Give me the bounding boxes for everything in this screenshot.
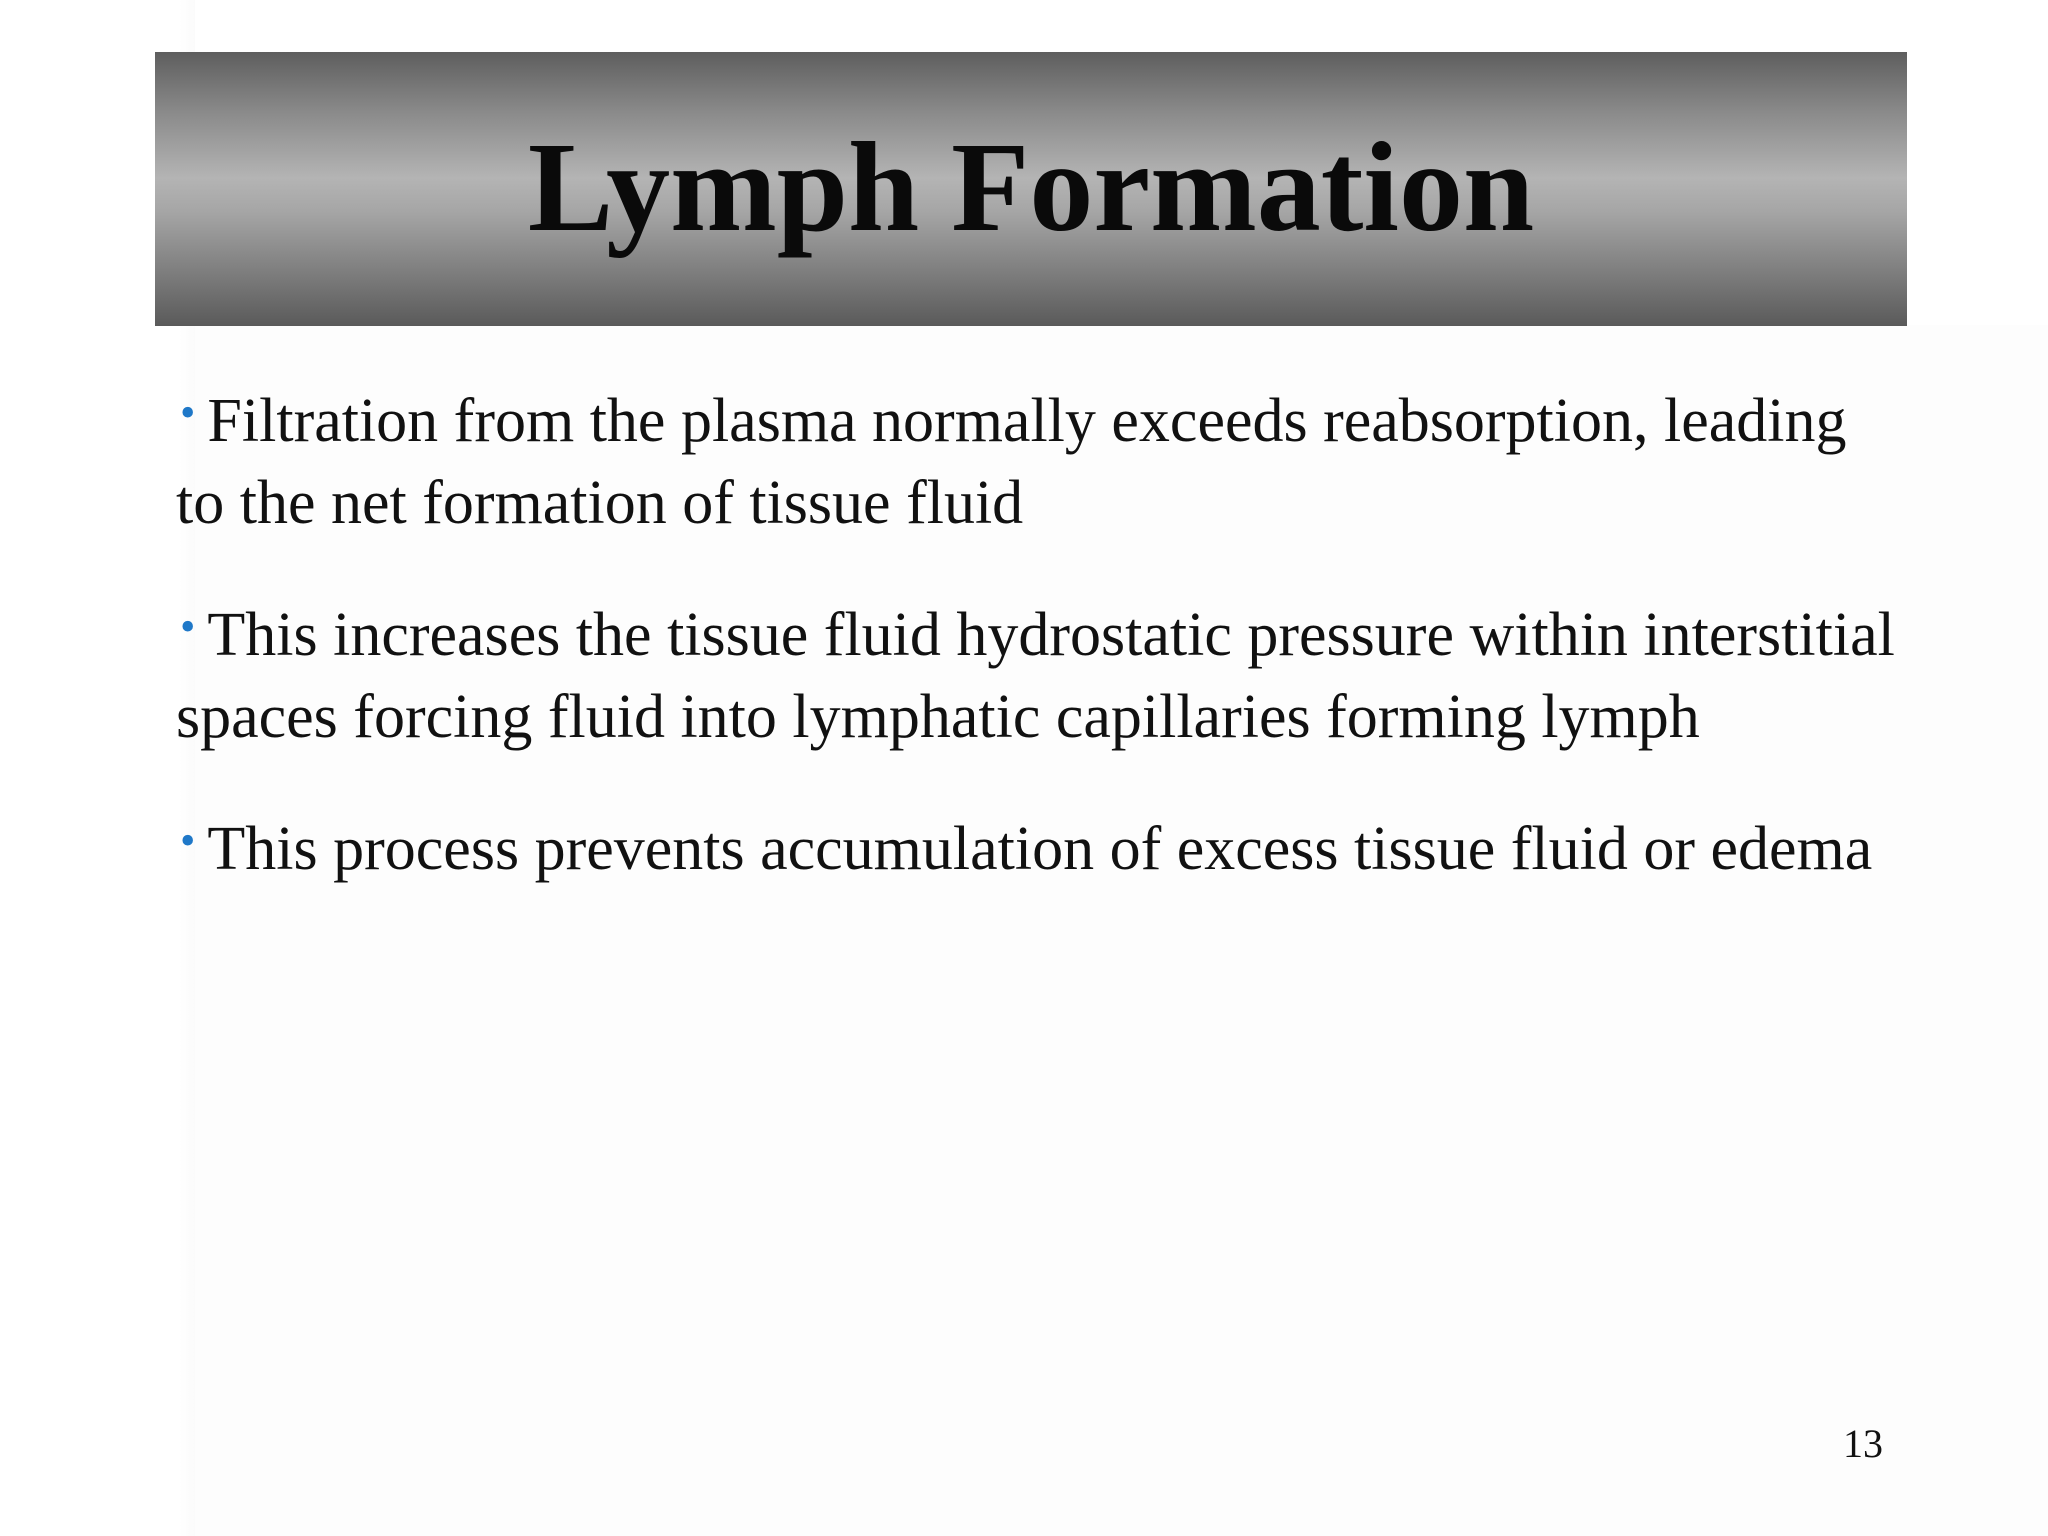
bullet-item-2 xyxy=(176,586,1896,758)
title-bar xyxy=(155,52,1907,326)
bullet-icon: • xyxy=(180,816,196,865)
slide-title: Lymph Formation xyxy=(527,116,1535,258)
bullet-text-1: Filtration from the plasma normally exceeds reabsorption, leading to the net formation of tissue fluid xyxy=(176,387,1847,537)
bullet-list xyxy=(176,372,1896,932)
bullet-icon: • xyxy=(180,388,196,437)
page-number: 13 xyxy=(1843,1421,1883,1466)
bullet-text-2: This increases the tissue fluid hydrostatic pressure within interstitial spaces forcing fluid into lymphatic capillaries forming lymph xyxy=(176,601,1895,751)
bullet-item-1 xyxy=(176,372,1896,544)
bullet-item-3 xyxy=(176,800,1896,890)
bullet-text-3: This process prevents accumulation of excess tissue fluid or edema xyxy=(207,815,1873,883)
bullet-icon: • xyxy=(180,602,196,651)
